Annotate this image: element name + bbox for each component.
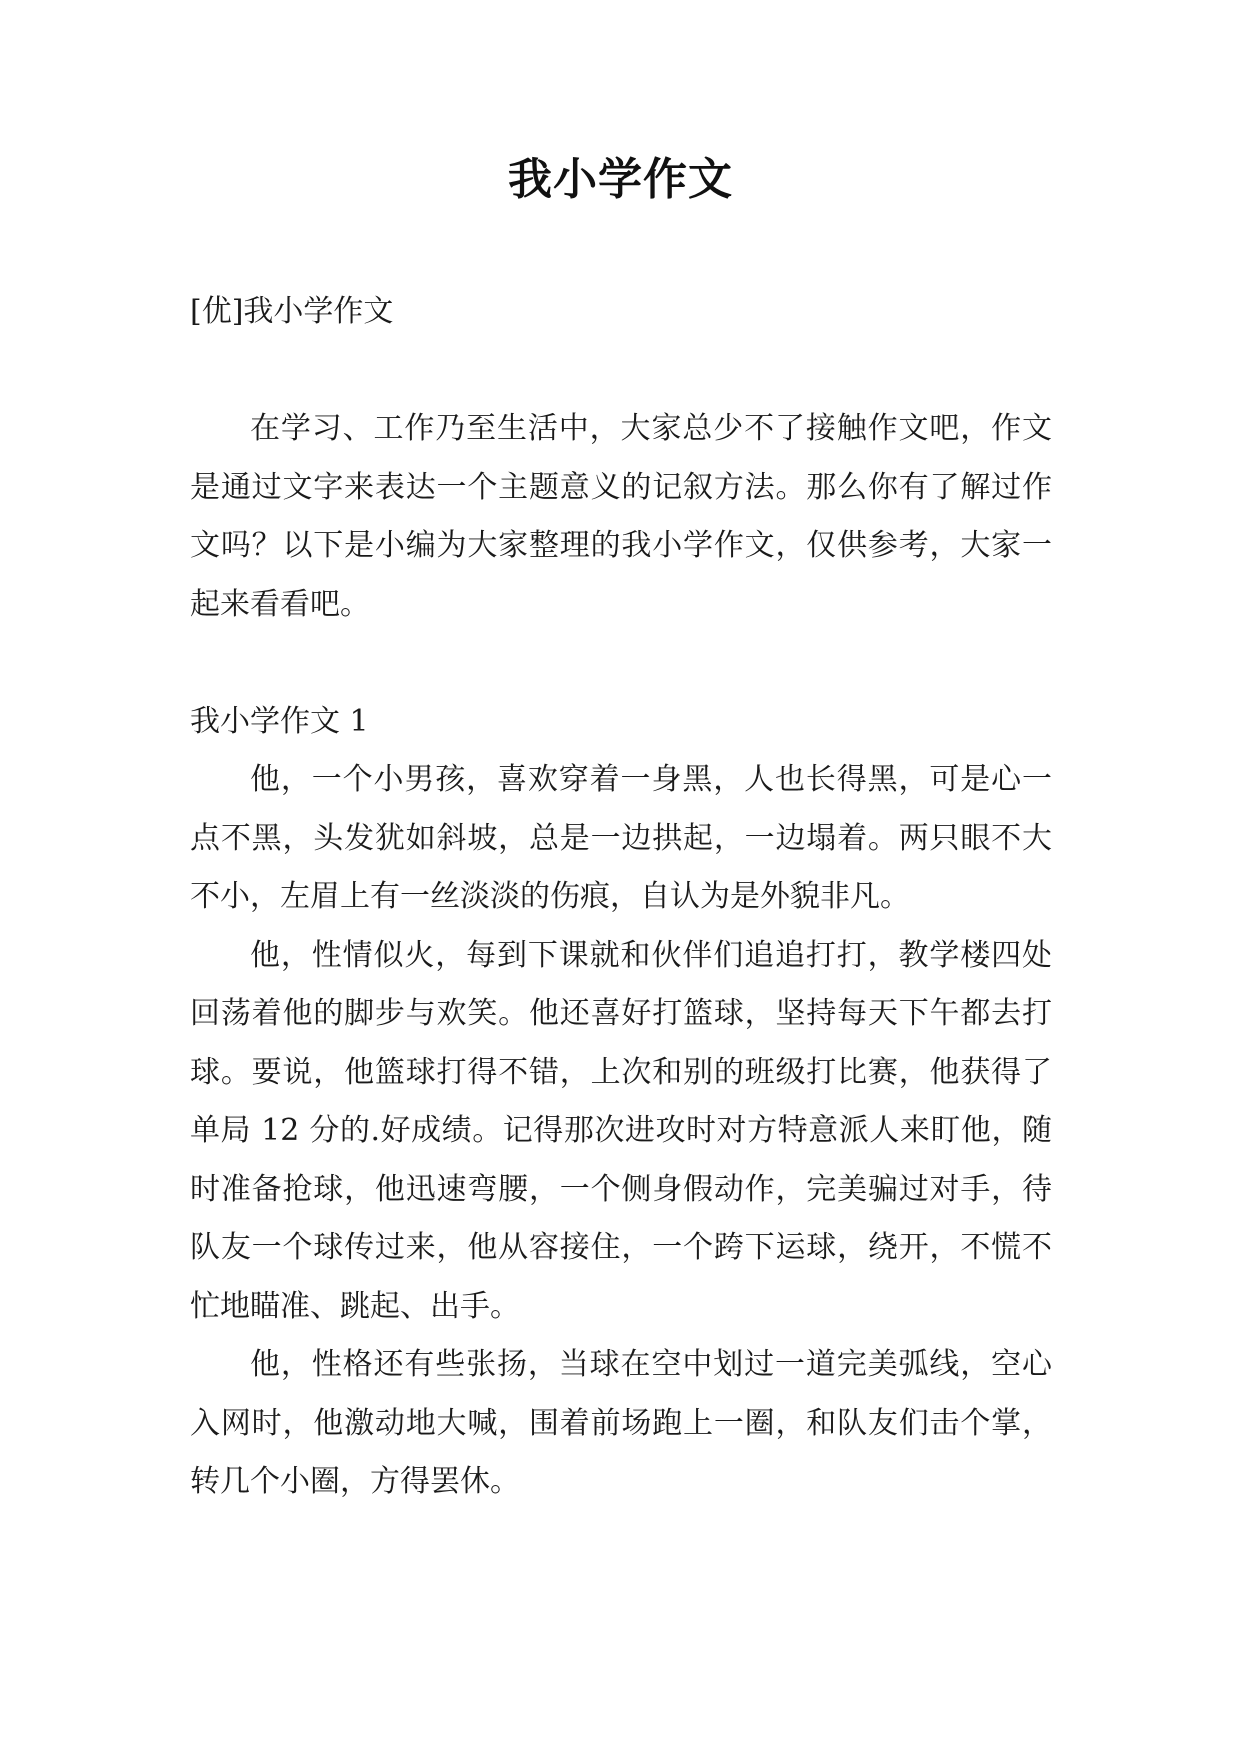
section-heading: 我小学作文 1 (190, 703, 369, 739)
document-body (190, 283, 1052, 1512)
body-paragraph: 他，一个小男孩，喜欢穿着一身黑，人也长得黑，可是心一点不黑，头发犹如斜坡，总是一边拱起，一边塌着。两只眼不大不小，左眉上有一丝淡淡的伤痕，自认为是外貌非凡。 (190, 762, 1052, 914)
body-paragraph: 他，性情似火，每到下课就和伙伴们追追打打，教学楼四处回荡着他的脚步与欢笑。他还喜好打篮球，坚持每天下午都去打球。要说，他篮球打得不错，上次和别的班级打比赛，他获得了单局 12 分的.好成绩。记得那次进攻时对方特意派人来盯他，随时准备抢球，他迅速弯腰，一个侧身假动作，完美骗过对手，待队友一个球传过来，他从容接住，一个跨下运球，绕开，不慌不忙地瞄准、跳起、出手。 (190, 937, 1052, 1324)
intro-paragraph: 在学习、工作乃至生活中，大家总少不了接触作文吧，作文是通过文字来表达一个主题意义的记叙方法。那么你有了解过作文吗？以下是小编为大家整理的我小学作文，仅供参考，大家一起来看看吧。 (190, 411, 1052, 622)
document-subtitle: [优]我小学作文 (190, 294, 394, 329)
document-title: 我小学作文 (508, 154, 733, 205)
body-paragraph: 他，性格还有些张扬，当球在空中划过一道完美弧线，空心入网时，他激动地大喊，围着前场跑上一圈，和队友们击个掌，转几个小圈，方得罢休。 (190, 1347, 1052, 1499)
